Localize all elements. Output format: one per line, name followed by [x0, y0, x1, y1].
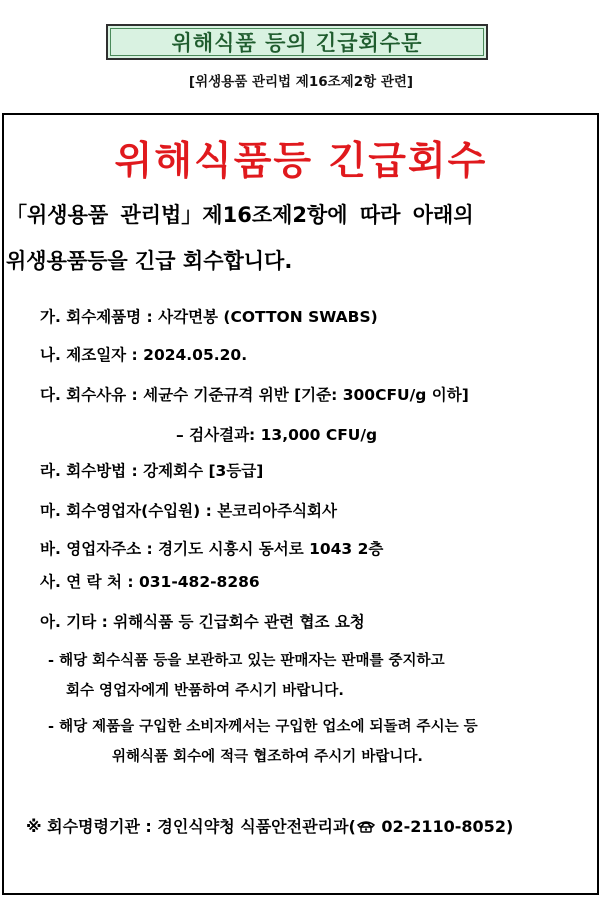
- inspection-result: – 검사결과: 13,000 CFU/g: [176, 426, 378, 444]
- document-header-title: [106, 24, 488, 60]
- intro-line-1: 「위생용품 관리법」제16조제2항에 따라 아래의: [6, 203, 474, 227]
- item-label: 라. 회수방법 :: [40, 462, 144, 480]
- item-value: 사각면봉 (COTTON SWABS): [158, 308, 378, 326]
- item-label: 사. 연 락 처 :: [40, 573, 139, 591]
- item-label: 가. 회수제품명 :: [40, 308, 159, 326]
- item-recall-method: [40, 460, 263, 482]
- legal-basis-subtitle: [위생용품 관리법 제16조제2항 관련]: [188, 74, 414, 90]
- item-value: 강제회수 [3등급]: [143, 462, 264, 480]
- item-label: 나. 제조일자 :: [40, 346, 144, 364]
- item-value: 세균수 기준규격 위반 [기준: 300CFU/g 이하]: [143, 386, 469, 404]
- item-manufacture-date: [40, 344, 247, 366]
- item-label: 아. 기타 :: [40, 613, 114, 631]
- note-1-line-1: - 해당 회수식품 등을 보관하고 있는 판매자는 판매를 중지하고: [48, 653, 445, 669]
- item-value: 위해식품 등 긴급회수 관련 협조 요청: [113, 613, 365, 631]
- footer-phone: 02-2110-8052): [375, 817, 514, 836]
- note-1-line-2: 회수 영업자에게 반품하여 주시기 바랍니다.: [66, 683, 344, 699]
- header-title-text: 위해식품 등의 긴급회수문: [171, 31, 423, 55]
- note-2-line-2: 위해식품 회수에 적극 협조하여 주시기 바랍니다.: [112, 749, 423, 765]
- item-recall-reason: [40, 384, 469, 406]
- item-contact: [40, 571, 260, 593]
- item-value: 본코리아주식회사: [217, 502, 337, 520]
- recall-authority-footer: [26, 814, 513, 837]
- intro-line-2: 위생용품등을 긴급 회수합니다.: [6, 249, 293, 273]
- footer-prefix: ※ 회수명령기관 : 경인식약청 식품안전관리과(: [26, 817, 356, 836]
- item-value: 2024.05.20.: [143, 346, 248, 364]
- note-2-line-1: - 해당 제품을 구입한 소비자께서는 구입한 업소에 되돌려 주시는 등: [48, 719, 478, 735]
- notice-title: 위해식품등 긴급회수: [114, 139, 488, 184]
- item-recall-business: [40, 500, 337, 522]
- item-label: 마. 회수영업자(수입원) :: [40, 502, 218, 520]
- item-value: 경기도 시흥시 동서로 1043 2층: [158, 540, 384, 558]
- item-label: 다. 회수사유 :: [40, 386, 144, 404]
- item-product-name: [40, 306, 378, 328]
- item-label: 바. 영업자주소 :: [40, 540, 159, 558]
- telephone-icon: [356, 818, 376, 832]
- item-other: [40, 611, 365, 633]
- item-value: 031-482-8286: [138, 573, 260, 591]
- item-business-address: [40, 538, 383, 560]
